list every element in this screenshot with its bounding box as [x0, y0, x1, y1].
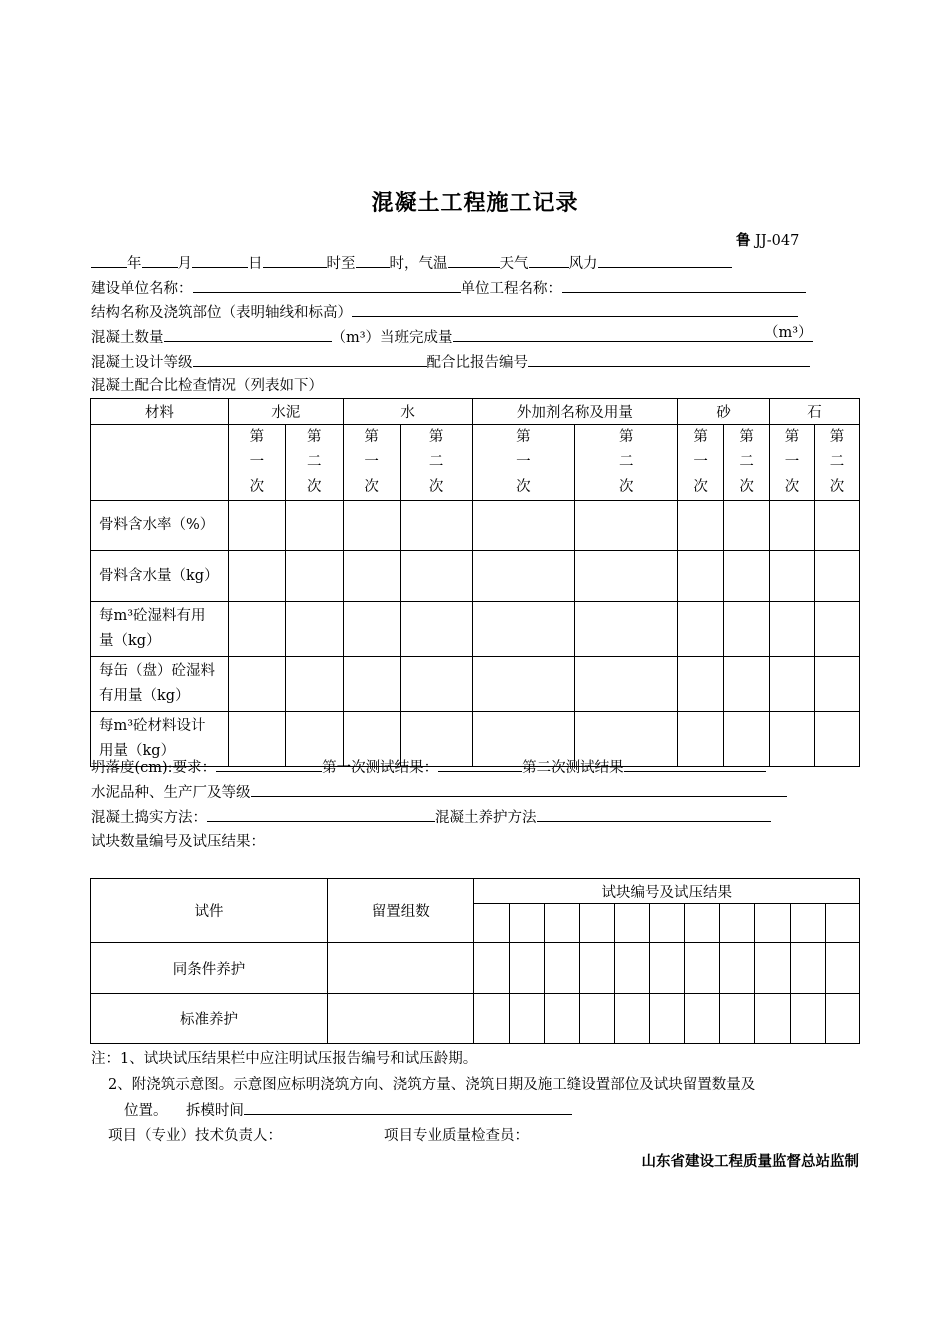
slump-label: 坍落度(cm):要求：: [91, 760, 217, 776]
cell[interactable]: [575, 657, 678, 712]
cell[interactable]: [575, 501, 678, 551]
row-label: 每缶（盘）砼湿料有用量（kg）: [91, 657, 229, 712]
cell[interactable]: [614, 994, 649, 1044]
batch-first-text: 第 一 次: [249, 429, 265, 495]
cell[interactable]: [544, 994, 579, 1044]
cell[interactable]: [814, 551, 859, 602]
temperature-field[interactable]: [448, 252, 500, 268]
cell[interactable]: [228, 501, 285, 551]
cell[interactable]: [472, 501, 575, 551]
batch-second: [285, 425, 343, 501]
cell[interactable]: [400, 551, 472, 602]
specimen-table: [90, 878, 860, 1044]
month-label: 月: [177, 256, 192, 272]
cell[interactable]: [614, 904, 649, 943]
row-label: 标准养护: [91, 994, 328, 1044]
batch-second: [575, 425, 678, 501]
shift-completed-label: （m³）当班完成量: [331, 330, 453, 346]
cell[interactable]: [579, 904, 614, 943]
cell[interactable]: [650, 904, 685, 943]
form-removal-field[interactable]: [244, 1099, 572, 1115]
specimen-col-piece: 试件: [91, 879, 328, 943]
cement-line: [91, 781, 787, 803]
cell[interactable]: [650, 943, 685, 994]
form-code: [736, 229, 799, 250]
cell[interactable]: [509, 943, 544, 994]
structure-label: 结构名称及浇筑部位（表明轴线和标高）: [91, 305, 352, 321]
cell[interactable]: [678, 602, 724, 657]
month-field[interactable]: [142, 252, 178, 268]
cell[interactable]: [474, 994, 509, 1044]
cell[interactable]: [685, 904, 720, 943]
cell[interactable]: [770, 712, 815, 767]
mix-check-title: 混凝土配合比检查情况（列表如下）: [91, 378, 323, 394]
table-row: [91, 657, 860, 712]
batch-first: [678, 425, 724, 501]
structure-field[interactable]: [352, 301, 798, 317]
cell[interactable]: [790, 904, 825, 943]
row-label: 骨料含水量（kg）: [91, 551, 229, 602]
grade-label: 混凝土设计等级: [91, 355, 193, 371]
cell[interactable]: [790, 994, 825, 1044]
header-water: 水: [343, 399, 472, 425]
builder-line: [91, 277, 806, 299]
cell[interactable]: [814, 501, 859, 551]
cell[interactable]: [228, 657, 285, 712]
batch-second: [400, 425, 472, 501]
cell[interactable]: [650, 994, 685, 1044]
quantity-label: 混凝土数量: [91, 330, 164, 346]
cell[interactable]: [720, 943, 755, 994]
cell[interactable]: [724, 657, 770, 712]
structure-line: [91, 301, 798, 323]
cell[interactable]: [770, 551, 815, 602]
cell[interactable]: [474, 904, 509, 943]
specimen-title: 试块数量编号及试压结果：: [91, 834, 265, 850]
inspector-label: 项目专业质量检查员：: [384, 1128, 529, 1144]
note-1: 注：1、试块试压结果栏中应注明试压报告编号和试压龄期。: [91, 1051, 478, 1067]
cell[interactable]: [720, 904, 755, 943]
note-2: 2、附浇筑示意图。示意图应标明浇筑方向、浇筑方量、浇筑日期及施工缝设置部位及试块留置数量及: [108, 1077, 756, 1093]
specimen-col-groups: 留置组数: [327, 879, 474, 943]
batch-first-text: 第 一 次: [364, 429, 379, 495]
curing-label: 混凝土养护方法: [435, 810, 537, 826]
cell[interactable]: [614, 943, 649, 994]
header-material: 材料: [91, 399, 229, 425]
day-field[interactable]: [192, 252, 248, 268]
batch-first-text: 第 一 次: [693, 429, 708, 495]
cell[interactable]: [285, 551, 343, 602]
shift-completed-field[interactable]: [453, 326, 813, 342]
cell[interactable]: [755, 943, 790, 994]
day-label: 日: [248, 256, 263, 272]
cell[interactable]: [343, 551, 400, 602]
cell[interactable]: [472, 551, 575, 602]
builder-label: 建设单位名称：: [91, 281, 193, 297]
cell[interactable]: [579, 994, 614, 1044]
batch-second-text: 第 二 次: [619, 429, 634, 495]
cell[interactable]: [678, 501, 724, 551]
mix-report-field[interactable]: [528, 351, 810, 367]
header-cement: 水泥: [228, 399, 343, 425]
table-row: [91, 943, 860, 994]
page-title: 混凝土工程施工记录: [371, 190, 579, 216]
note-2-position: 位置。: [124, 1103, 168, 1119]
hour-from-label: 时至: [326, 256, 356, 272]
cell[interactable]: [343, 657, 400, 712]
weather-label: 天气: [499, 256, 529, 272]
year-label: 年: [127, 256, 142, 272]
cell[interactable]: [327, 943, 474, 994]
cell[interactable]: [825, 994, 859, 1044]
table-row: [91, 551, 860, 602]
batch-second: [724, 425, 770, 501]
cell[interactable]: [825, 904, 859, 943]
slump-required-field[interactable]: [216, 756, 322, 772]
cell[interactable]: [343, 501, 400, 551]
batch-blank: [91, 425, 229, 501]
cell[interactable]: [720, 994, 755, 1044]
form-code-prefix: 鲁: [736, 232, 751, 249]
hour-from-field[interactable]: [263, 252, 327, 268]
batch-first: [228, 425, 285, 501]
cell[interactable]: [509, 904, 544, 943]
hour-to-field[interactable]: [356, 252, 390, 268]
builder-field[interactable]: [193, 277, 461, 293]
batch-second-text: 第 二 次: [428, 429, 444, 495]
cell[interactable]: [770, 657, 815, 712]
cell[interactable]: [400, 602, 472, 657]
cell[interactable]: [755, 994, 790, 1044]
mix-check-table: [90, 398, 860, 767]
temperature-label: 时，气温: [389, 256, 448, 272]
header-admixture: 外加剂名称及用量: [472, 399, 678, 425]
cell[interactable]: [814, 657, 859, 712]
cell[interactable]: [544, 904, 579, 943]
row-label: 每m³砼湿料有用量（kg）: [91, 602, 229, 657]
slump-line: [91, 756, 766, 778]
cell[interactable]: [285, 501, 343, 551]
row-label: 同条件养护: [91, 943, 328, 994]
weather-field[interactable]: [529, 252, 569, 268]
cell[interactable]: [400, 657, 472, 712]
batch-second: [814, 425, 859, 501]
batch-second-text: 第 二 次: [306, 429, 322, 495]
cell[interactable]: [228, 551, 285, 602]
form-code-number: JJ-047: [755, 233, 800, 249]
batch-first-text: 第 一 次: [784, 429, 800, 495]
cell[interactable]: [685, 994, 720, 1044]
table-row: [91, 994, 860, 1044]
batch-second-text: 第 二 次: [739, 429, 754, 495]
cell[interactable]: [544, 943, 579, 994]
cell[interactable]: [343, 602, 400, 657]
table-row: [91, 501, 860, 551]
slump-first-field[interactable]: [438, 756, 522, 772]
year-field[interactable]: [91, 252, 127, 268]
mix-report-label: 配合比报告编号: [426, 355, 528, 371]
curing-field[interactable]: [537, 806, 771, 822]
header-sand: 砂: [678, 399, 770, 425]
row-label: 每m³砼材料设计用量（kg）: [91, 712, 229, 767]
slump-second-label: 第二次测试结果: [522, 760, 624, 776]
cell[interactable]: [724, 501, 770, 551]
cell[interactable]: [472, 657, 575, 712]
form-removal-label: 拆模时间: [185, 1103, 244, 1119]
slump-second-field[interactable]: [624, 756, 766, 772]
header-stone: 石: [770, 399, 860, 425]
cell[interactable]: [770, 501, 815, 551]
cell[interactable]: [285, 602, 343, 657]
cell[interactable]: [724, 551, 770, 602]
quantity-line: [91, 326, 813, 348]
cell[interactable]: [579, 943, 614, 994]
cell[interactable]: [474, 943, 509, 994]
cell[interactable]: [790, 943, 825, 994]
cell[interactable]: [228, 602, 285, 657]
unit-project-label: 单位工程名称：: [460, 281, 562, 297]
cell[interactable]: [327, 994, 474, 1044]
date-weather-line: [91, 252, 732, 274]
table-row: [91, 602, 860, 657]
quantity-field[interactable]: [164, 326, 332, 342]
grade-field[interactable]: [193, 351, 427, 367]
cell[interactable]: [755, 904, 790, 943]
cell[interactable]: [814, 712, 859, 767]
wind-label: 风力: [568, 256, 598, 272]
batch-second-text: 第 二 次: [829, 429, 845, 495]
cell[interactable]: [825, 943, 859, 994]
batch-first: [770, 425, 815, 501]
cement-label: 水泥品种、生产厂及等级: [91, 785, 251, 801]
cell[interactable]: [575, 602, 678, 657]
specimen-col-results: 试块编号及试压结果: [474, 879, 860, 904]
cell[interactable]: [678, 551, 724, 602]
cell[interactable]: [400, 501, 472, 551]
cell[interactable]: [724, 602, 770, 657]
wind-field[interactable]: [598, 252, 732, 268]
row-label: 骨料含水率（%）: [91, 501, 229, 551]
compaction-field[interactable]: [207, 806, 435, 822]
slump-first-label: 第一次测试结果：: [322, 760, 439, 776]
cell[interactable]: [472, 602, 575, 657]
grade-line: [91, 351, 810, 373]
cell[interactable]: [814, 602, 859, 657]
note-2-cont: [124, 1099, 572, 1120]
batch-row: [91, 425, 860, 501]
unit-project-field[interactable]: [562, 277, 806, 293]
cell[interactable]: [770, 602, 815, 657]
compaction-line: [91, 806, 771, 828]
cell[interactable]: [685, 943, 720, 994]
batch-first-text: 第 一 次: [516, 429, 531, 495]
tech-lead-label: 项目（专业）技术负责人：: [108, 1128, 282, 1144]
batch-first: [472, 425, 575, 501]
footer-issuer: 山东省建设工程质量监督总站监制: [641, 1153, 859, 1170]
cell[interactable]: [509, 994, 544, 1044]
batch-first: [343, 425, 400, 501]
compaction-label: 混凝土捣实方法：: [91, 810, 207, 826]
cell[interactable]: [575, 551, 678, 602]
unit-m3-label: （m³）: [764, 325, 813, 341]
cell[interactable]: [678, 657, 724, 712]
cement-field[interactable]: [251, 781, 787, 797]
cell[interactable]: [285, 657, 343, 712]
